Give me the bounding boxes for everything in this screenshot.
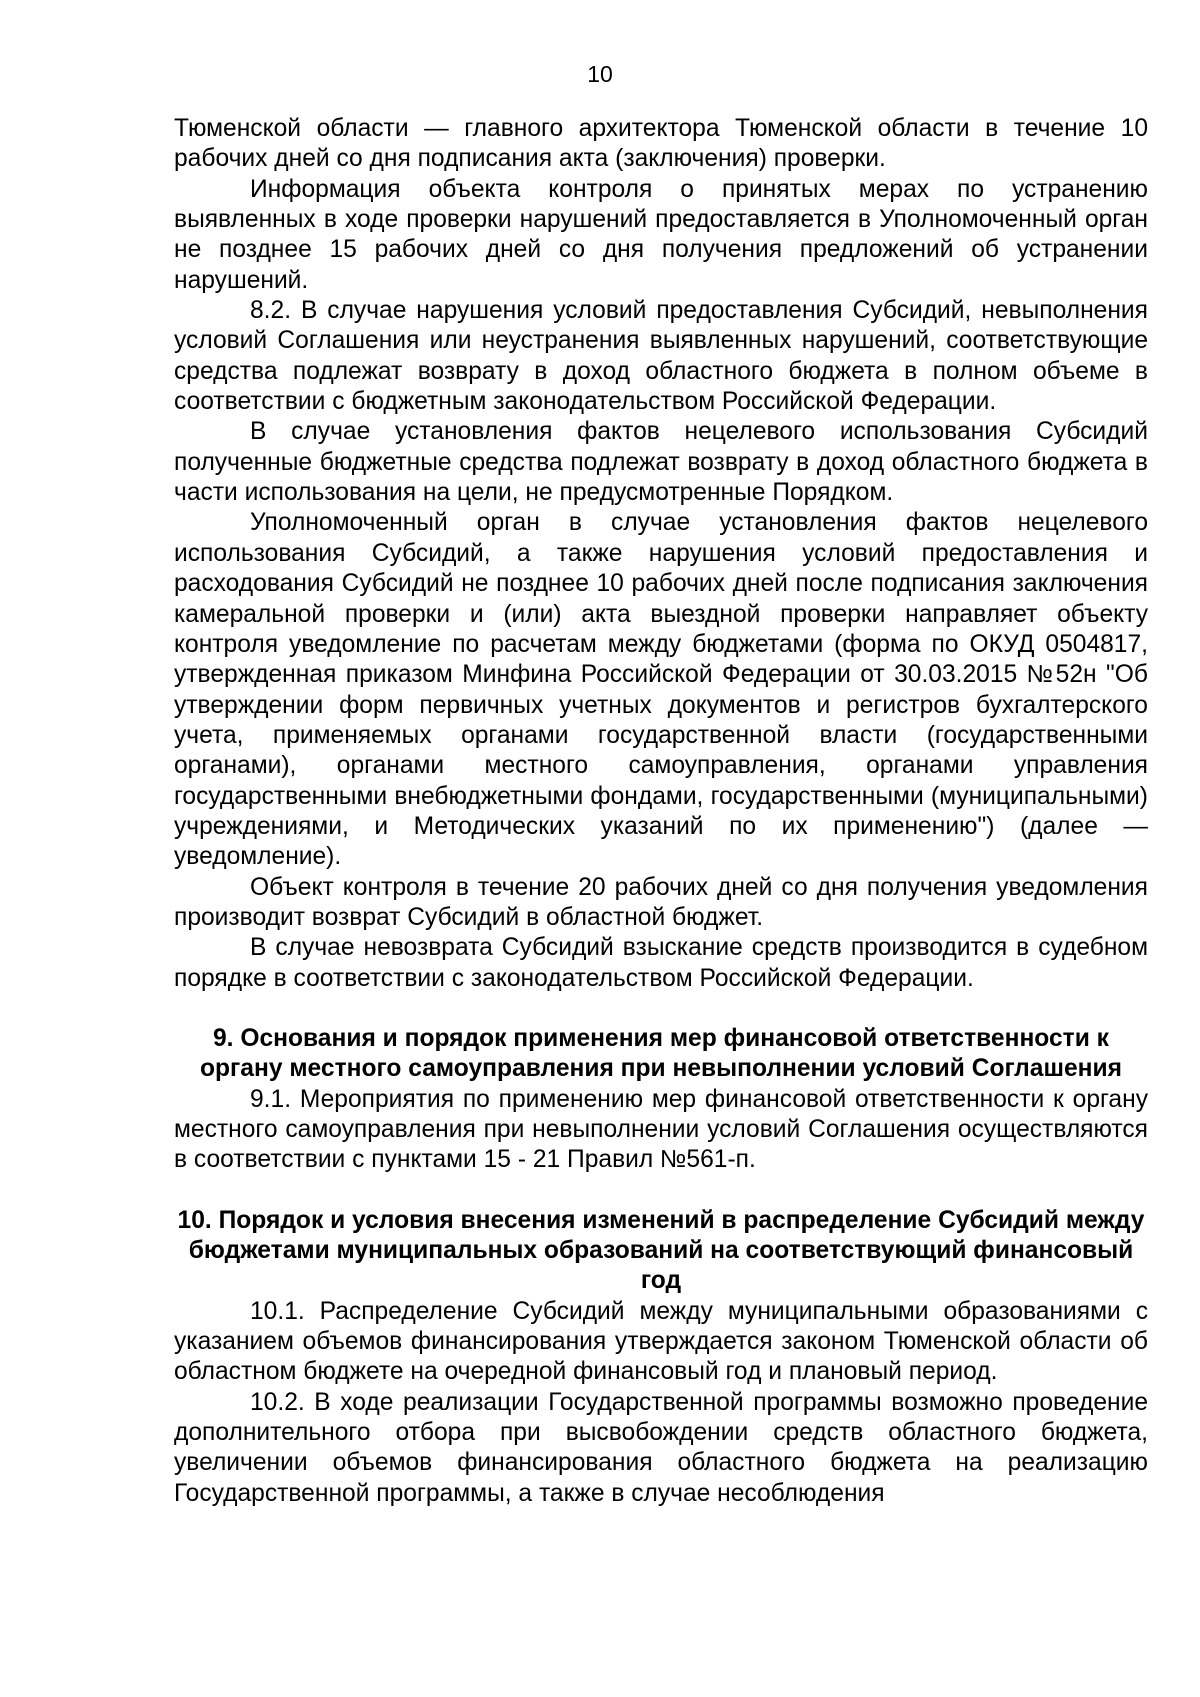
paragraph-10-2: 10.2. В ходе реализации Государственной программы возможно проведение дополнительного отбора при высвобождении средств областного бюджета, увеличении объемов финансирования областного бюджета на реализацию Государственной программы, а также в случае несоблюдения [174,1388,1148,1507]
paragraph-notification: Уполномоченный орган в случае установления фактов нецелевого использования Субсидий, а также нарушения условий предоставления и расходования Субсидий не позднее 10 рабочих дней после подписания заключения камеральной проверки и (или) акта выездной проверки направляет объекту контроля уведомление по расчетам между бюджетами (форма по ОКУД 0504817, утвержденная приказом Минфина Российской Федерации от 30.03.2015 №52н "Об утверждении форм первичных учетных документов и регистров бухгалтерского учета, применяемых органами государственной власти (государственными органами), органами местного самоуправления, органами управления государственными внебюджетными фондами, государственными (муниципальными) учреждениями, и Методических указаний по их применению") (далее — уведомление). [174,509,1148,871]
page-number: 10 [587,61,613,87]
paragraph-8-2: 8.2. В случае нарушения условий предоставления Субсидий, невыполнения условий Соглашения или неустранения выявленных нарушений, соответствующие средства подлежат возврату в доход областного бюджета в полном объеме в соответствии с бюджетным законодательством Российской Федерации. [174,297,1148,416]
paragraph-court: В случае невозврата Субсидий взыскание средств производится в судебном порядке в соответствии с законодательством Российской Федерации. [174,934,1148,992]
paragraph-10-1: 10.1. Распределение Субсидий между муниципальными образованиями с указанием объемов финансирования утверждается законом Тюменской области об областном бюджете на очередной финансовый год и плановый период. [174,1297,1148,1386]
document-body [174,114,1148,1509]
paragraph-9-1: 9.1. Мероприятия по применению мер финансовой ответственности к органу местного самоуправления при невыполнении условий Соглашения осуществляются в соответствии с пунктами 15 - 21 Правил №561-п. [174,1085,1148,1174]
paragraph-misuse: В случае установления фактов нецелевого использования Субсидий полученные бюджетные средства подлежат возврату в доход областного бюджета в части использования на цели, не предусмотренные Порядком. [174,418,1148,507]
paragraph-refund: Объект контроля в течение 20 рабочих дней со дня получения уведомления производит возврат Субсидий в областной бюджет. [174,873,1148,931]
paragraph-control-info: Информация объекта контроля о принятых мерах по устранению выявленных в ходе проверки нарушений предоставляется в Уполномоченный орган не позднее 15 рабочих дней со дня получения предложений об устранении нарушений. [174,175,1148,294]
paragraph-continuation: Тюменской области — главного архитектора Тюменской области в течение 10 рабочих дней со дня подписания акта (заключения) проверки. [174,115,1148,173]
section-10-heading: 10. Порядок и условия внесения изменений в распределение Субсидий между бюджетами муниципальных образований на соответствующий финансовый год [177,1206,1145,1295]
section-9-heading: 9. Основания и порядок применения мер финансовой ответственности к органу местного самоуправления при невыполнении условий Соглашения [200,1024,1122,1083]
